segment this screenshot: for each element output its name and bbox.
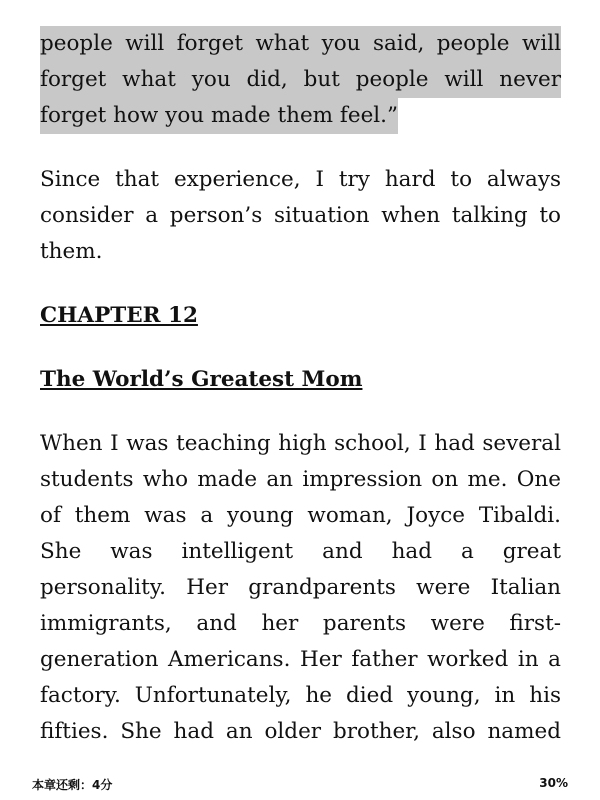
text-line: personality. Her grandparents were Italian: [40, 575, 561, 600]
reading-progress: 30%: [539, 776, 568, 790]
text-line: consider a person’s situation when talking to: [40, 203, 561, 228]
chapter-time-remaining: 本章还剩：4分: [32, 778, 113, 792]
chapter-title: The World’s Greatest Mom: [40, 367, 363, 392]
reader-footer: [32, 776, 568, 792]
paragraph-spacer: [40, 398, 561, 426]
text-line: of them was a young woman, Joyce Tibaldi.: [40, 503, 561, 528]
text-line: them.: [40, 239, 103, 264]
text-line: fifties. She had an older brother, also named: [40, 719, 561, 744]
text-line: factory. Unfortunately, he died young, in his: [40, 683, 561, 708]
highlighted-quote[interactable]: [40, 26, 561, 134]
paragraph-spacer: [40, 334, 561, 362]
paragraph-spacer: [40, 134, 561, 162]
quote-line: people will forget what you said, people will: [40, 26, 561, 62]
paragraph-spacer: [40, 270, 561, 298]
chapter-heading: CHAPTER 12: [40, 303, 198, 328]
text-line: immigrants, and her parents were first-: [40, 611, 561, 636]
text-line: students who made an impression on me. One: [40, 467, 561, 492]
quote-line: forget what you did, but people will never: [40, 62, 561, 98]
reader-page: [40, 26, 561, 750]
body-paragraph: [40, 162, 561, 270]
body-paragraph: [40, 426, 561, 750]
quote-line: forget how you made them feel.”: [40, 98, 398, 134]
text-line: When I was teaching high school, I had several: [40, 431, 561, 456]
text-line: She was intelligent and had a great: [40, 539, 561, 564]
text-line: Since that experience, I try hard to always: [40, 167, 561, 192]
text-line: generation Americans. Her father worked in a: [40, 647, 561, 672]
